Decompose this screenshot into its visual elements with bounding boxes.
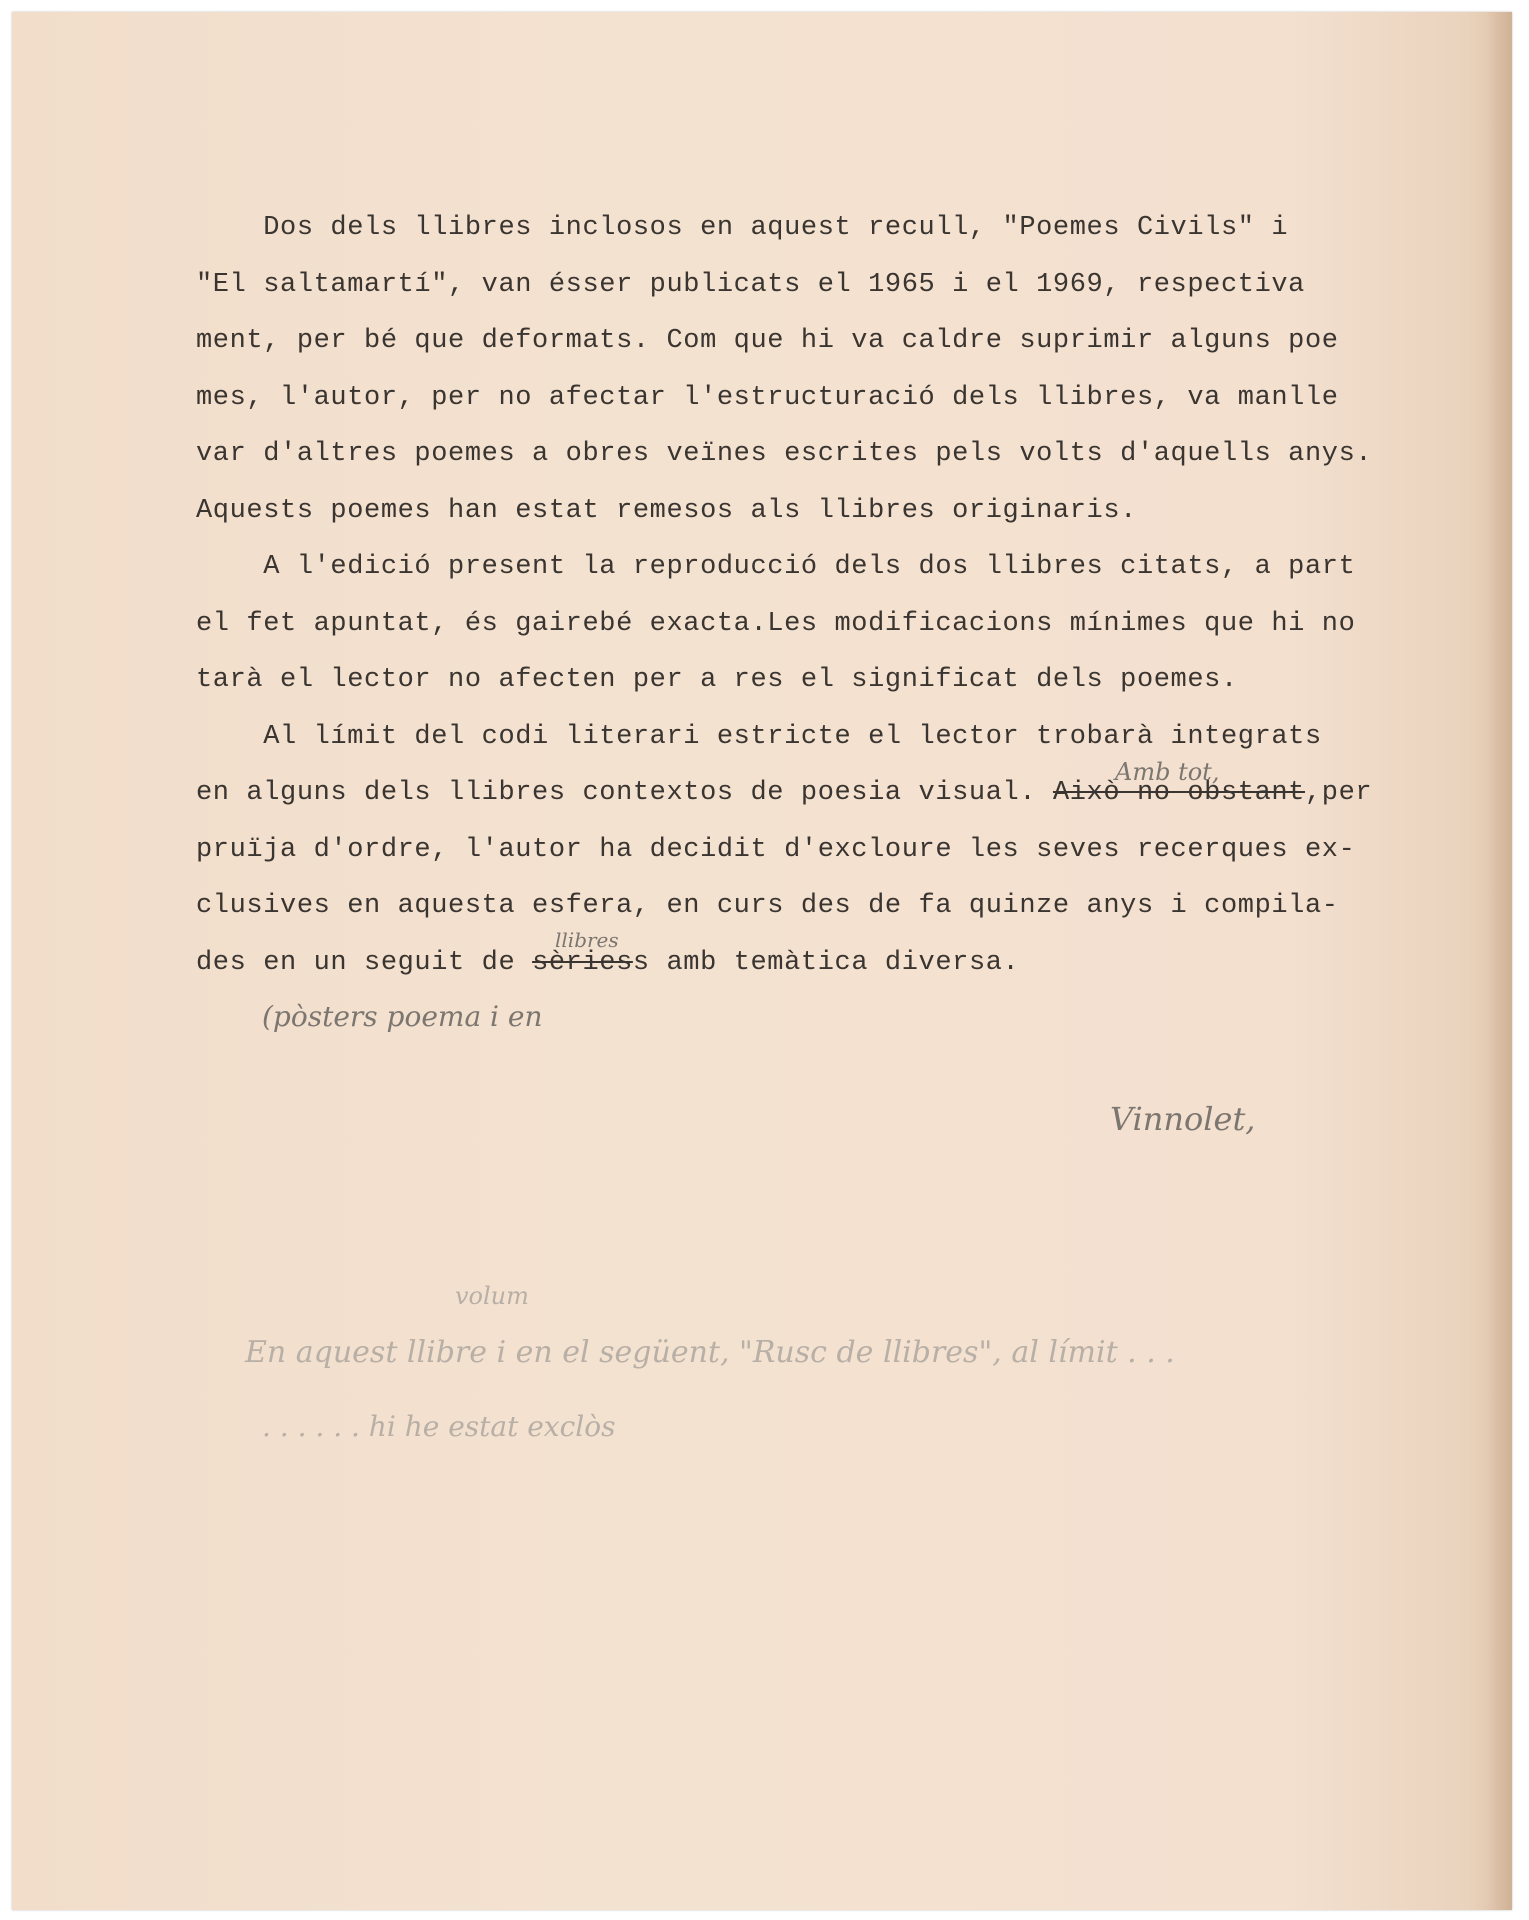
typed-line: Al límit del codi literari estricte el lector trobarà integrats [196, 721, 1322, 752]
typed-segment: des en un seguit de [196, 947, 533, 978]
paper-edge [1486, 12, 1512, 1910]
typed-line: el fet apuntat, és gairebé exacta.Les modificacions mínimes que hi no [196, 608, 1356, 639]
typed-line: "El saltamartí", van ésser publicats el 1965 i el 1969, respectiva [196, 269, 1305, 300]
handwritten-footer-note: En aquest llibre i en el següent, "Rusc de llibres", al límit . . . [245, 1335, 1175, 1370]
typed-line: pruïja d'ordre, l'autor ha decidit d'excloure les seves recerques ex- [196, 834, 1356, 865]
typed-segment: ,per [1304, 778, 1373, 808]
typed-line: mes, l'autor, per no afectar l'estructuració dels llibres, va manlle [196, 382, 1339, 413]
handwritten-footer-note: . . . . . . hi he estat exclòs [262, 1410, 616, 1443]
handwritten-insert: Amb tot, [1115, 758, 1220, 786]
typed-segment: s amb temàtica diversa. [632, 947, 1020, 978]
typed-line: var d'altres poemes a obres veïnes escrites pels volts d'aquells anys. [196, 439, 1373, 469]
struck-text: sèries [532, 947, 633, 978]
typed-text-body [196, 200, 1426, 991]
handwritten-insert: volum [455, 1282, 529, 1310]
typed-line: clusives en aquesta esfera, en curs des de fa quinze anys i compila- [196, 891, 1339, 921]
handwritten-insert: llibres [555, 928, 619, 952]
handwritten-margin-note: (pòsters poema i en [262, 1000, 543, 1033]
typed-line-with-strike [196, 935, 1426, 992]
typed-line: Dos dels llibres inclosos en aquest recull, "Poemes Civils" i [196, 213, 1289, 243]
typed-line-with-strike [196, 765, 1426, 822]
typed-line: Aquests poemes han estat remesos als llibres originaris. [196, 495, 1137, 526]
typed-line: A l'edició present la reproducció dels dos llibres citats, a part [196, 552, 1356, 582]
handwritten-signature: Vinnolet, [1110, 1100, 1256, 1138]
typed-line: ment, per bé que deformats. Com que hi va caldre suprimir alguns poe [196, 326, 1339, 356]
struck-text: Això no obstant [1052, 778, 1305, 808]
typed-segment: en alguns dels llibres contextos de poesia visual. [196, 778, 1053, 808]
typed-line: tarà el lector no afecten per a res el significat dels poemes. [196, 665, 1238, 695]
